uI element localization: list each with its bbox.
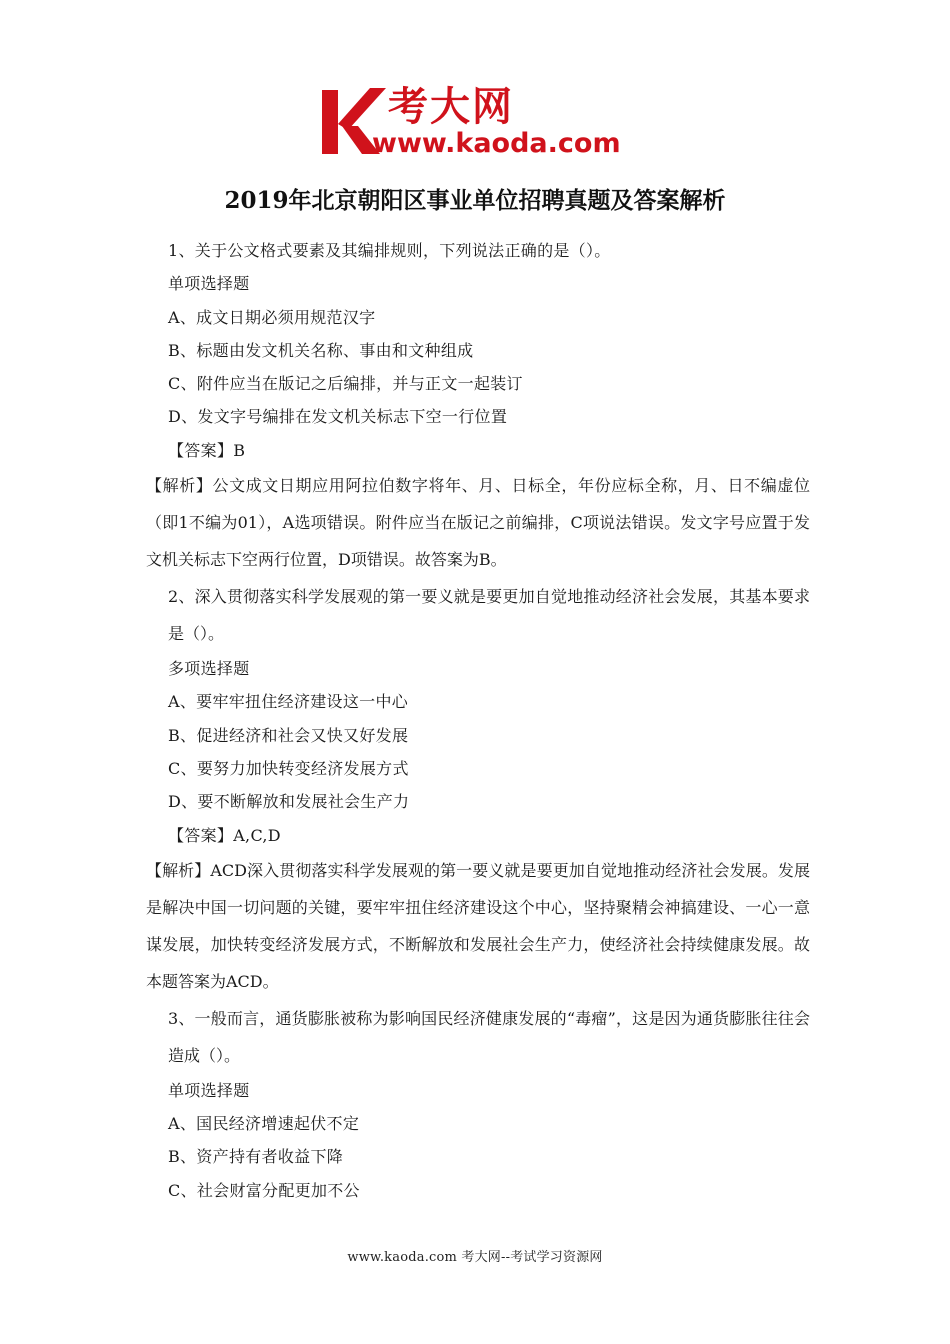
question-2-option-a: A、要牢牢扭住经济建设这一中心	[168, 692, 409, 712]
question-3-option-a: A、国民经济增速起伏不定	[168, 1114, 360, 1134]
question-2-stem: 2、深入贯彻落实科学发展观的第一要义就是要更加自觉地推动经济社会发展，其基本要求是（）。	[168, 587, 810, 644]
question-3-option-b: B、资产持有者收益下降	[168, 1147, 344, 1167]
question-2-option-d: D、要不断解放和发展社会生产力	[168, 792, 410, 812]
logo-url-text: www.kaoda.com	[372, 128, 621, 159]
kaoda-logo	[318, 84, 640, 160]
question-3-stem: 3、一般而言，通货膨胀被称为影响国民经济健康发展的“毒瘤”，这是因为通货膨胀往往会造成（）。	[168, 1008, 810, 1065]
logo-chinese-text: 考大网	[388, 84, 514, 130]
question-2-analysis: 【解析】ACD深入贯彻落实科学发展观的第一要义就是要更加自觉地推动经济社会发展。发展是解决中国一切问题的关键，要牢牢扭住经济建设这个中心，坚持聚精会神搞建设、一心一意谋发展，加快转变经济发展方式，不断解放和发展社会生产力，使经济社会持续健康发展。故本题答案为ACD。	[146, 860, 810, 991]
question-1-stem: 1、关于公文格式要素及其编排规则，下列说法正确的是（）。	[168, 241, 611, 260]
question-2-type: 多项选择题	[168, 659, 250, 679]
question-2-option-c: C、要努力加快转变经济发展方式	[168, 758, 409, 778]
question-1-option-a: A、成文日期必须用规范汉字	[168, 307, 376, 327]
question-2-option-b: B、促进经济和社会又快又好发展	[168, 725, 409, 745]
question-1-type: 单项选择题	[168, 274, 250, 294]
question-1-option-b: B、标题由发文机关名称、事由和文种组成	[168, 340, 474, 360]
question-1-option-d: D、发文字号编排在发文机关标志下空一行位置	[168, 407, 508, 427]
question-2-answer: 【答案】A,C,D	[168, 825, 281, 845]
question-1-option-c: C、附件应当在版记之后编排，并与正文一起装订	[168, 374, 523, 394]
question-1-analysis: 【解析】公文成文日期应用阿拉伯数字将年、月、日标全，年份应标全称，月、日不编虚位（即1不编为01），A选项错误。附件应当在版记之前编排，C项说法错误。发文字号应置于发文机关标志下空两行位置，D项错误。故答案为B。	[146, 476, 810, 570]
document-title: 2019年北京朝阳区事业单位招聘真题及答案解析	[224, 187, 726, 214]
question-1-answer: 【答案】B	[168, 440, 246, 460]
question-3-type: 单项选择题	[168, 1080, 250, 1100]
question-3-option-c: C、社会财富分配更加不公	[168, 1180, 360, 1200]
page-footer: www.kaoda.com 考大网--考试学习资源网	[347, 1250, 603, 1265]
document-body	[146, 234, 810, 1207]
